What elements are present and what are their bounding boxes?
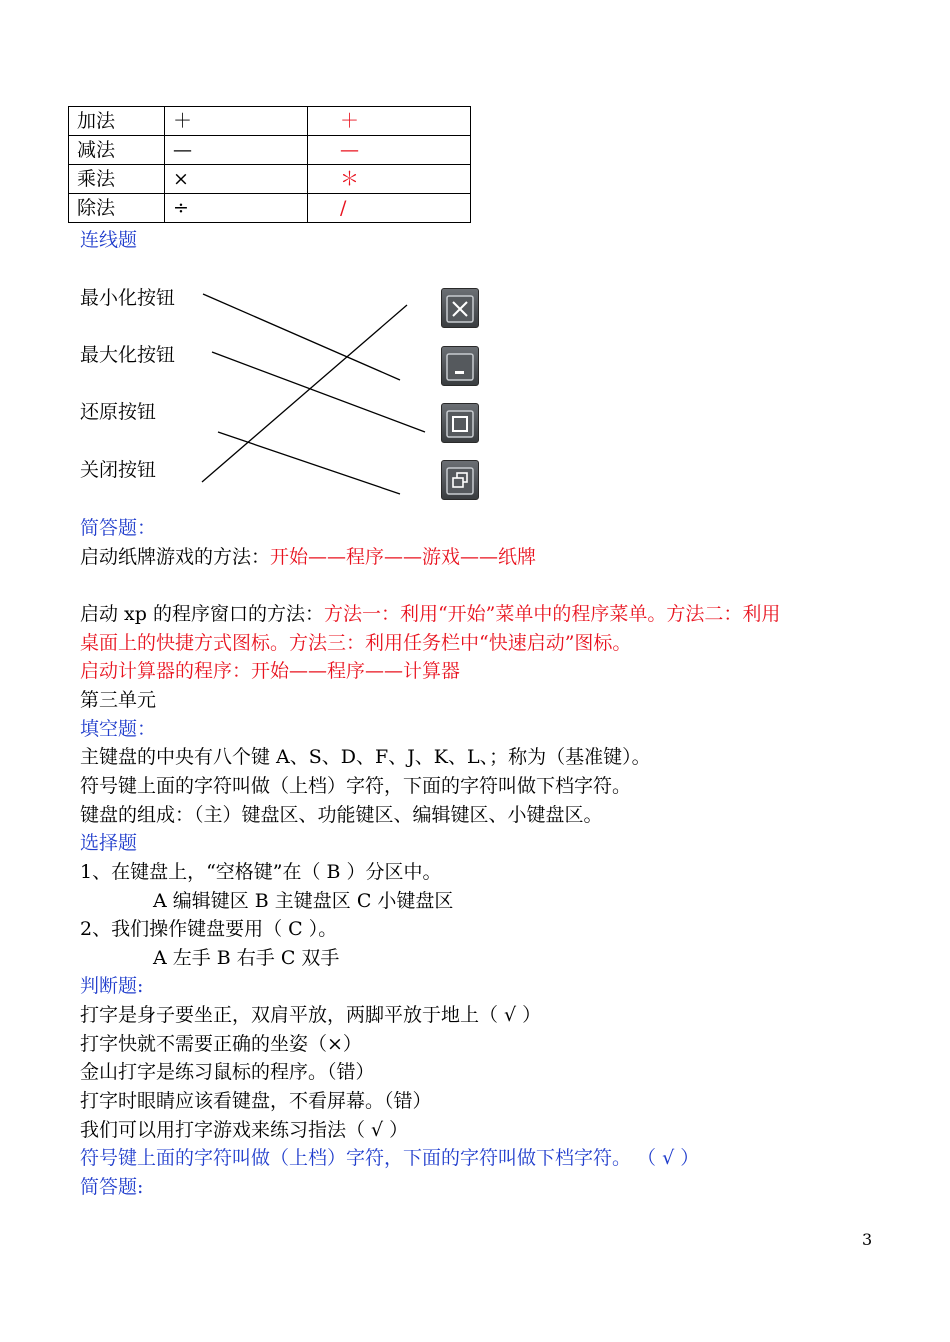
short-answer-q3: 启动计算器的程序：开始——程序——计算器: [80, 660, 461, 682]
choice-question: 2、我们操作键盘要用（ C ）。: [80, 918, 338, 940]
judge-heading: 判断题:: [80, 975, 144, 997]
q1-answer: 开始——程序——游戏——纸牌: [270, 546, 537, 568]
short-answer-heading-2: 简答题:: [80, 1176, 144, 1198]
op-name: 加法: [69, 107, 165, 136]
fill-item: 主键盘的中央有八个键 A、S、D、F、J、K、L、；称为（基准键）。: [80, 746, 651, 768]
op-computer-symbol: /: [308, 194, 471, 223]
judge-item-blue: 符号键上面的字符叫做（上档）字符，下面的字符叫做下档字符。 （ √ ）: [80, 1147, 700, 1169]
matching-item-close: 关闭按钮: [80, 459, 157, 481]
op-name: 乘法: [69, 165, 165, 194]
q1-prefix: 启动纸牌游戏的方法：: [80, 546, 271, 568]
fill-item: 符号键上面的字符叫做（上档）字符，下面的字符叫做下档字符。: [80, 775, 632, 797]
fill-heading: 填空题：: [80, 718, 157, 740]
short-answer-heading: 简答题：: [80, 517, 157, 539]
judge-item: 金山打字是练习鼠标的程序。（错）: [80, 1061, 375, 1083]
matching-heading: 连线题: [80, 229, 138, 251]
choice-options: A 编辑键区 B 主键盘区 C 小键盘区: [153, 890, 454, 912]
op-symbol: —: [165, 136, 308, 165]
choice-question: 1、在键盘上，“空格键”在（ B ）分区中。: [80, 861, 442, 883]
op-symbol: ＋: [165, 107, 308, 136]
match-line: [202, 305, 407, 482]
match-line: [218, 432, 400, 494]
short-answer-q1: [80, 543, 536, 571]
short-answer-q2: [80, 600, 780, 628]
q2-prefix: 启动 xp 的程序窗口的方法：: [80, 603, 324, 625]
op-computer-symbol: ＋: [308, 107, 471, 136]
q2-answer-line2: 桌面上的快捷方式图标。方法三：利用任务栏中“快速启动”图标。: [80, 632, 632, 654]
op-symbol: ÷: [165, 194, 308, 223]
op-symbol: ×: [165, 165, 308, 194]
op-computer-symbol: —: [308, 136, 471, 165]
match-line: [212, 352, 425, 432]
matching-item-maximize: 最大化按钮: [80, 344, 176, 366]
op-computer-symbol: ＊: [308, 165, 471, 194]
choice-options: A 左手 B 右手 C 双手: [153, 947, 340, 969]
op-name: 除法: [69, 194, 165, 223]
judge-item: 我们可以用打字游戏来练习指法（ √ ）: [80, 1119, 409, 1141]
page-number: 3: [862, 1230, 873, 1249]
minimize-icon: [441, 346, 479, 386]
choice-heading: 选择题: [80, 832, 138, 854]
q2-answer-line1: 方法一：利用“开始”菜单中的程序菜单。方法二：利用: [323, 603, 781, 625]
unit-title: 第三单元: [80, 689, 157, 711]
judge-item: 打字时眼睛应该看键盘，不看屏幕。（错）: [80, 1090, 432, 1112]
maximize-icon: [441, 403, 479, 443]
judge-item: 打字快就不需要正确的坐姿（×）: [80, 1033, 362, 1055]
matching-item-restore: 还原按钮: [80, 401, 157, 423]
matching-item-minimize: 最小化按钮: [80, 287, 176, 309]
judge-item: 打字是身子要坐正，双肩平放，两脚平放于地上（ √ ）: [80, 1004, 542, 1026]
fill-item: 键盘的组成：（主）键盘区、功能键区、编辑键区、小键盘区。: [80, 804, 603, 826]
op-name: 减法: [69, 136, 165, 165]
restore-icon: [441, 460, 479, 500]
close-icon: [441, 288, 479, 328]
